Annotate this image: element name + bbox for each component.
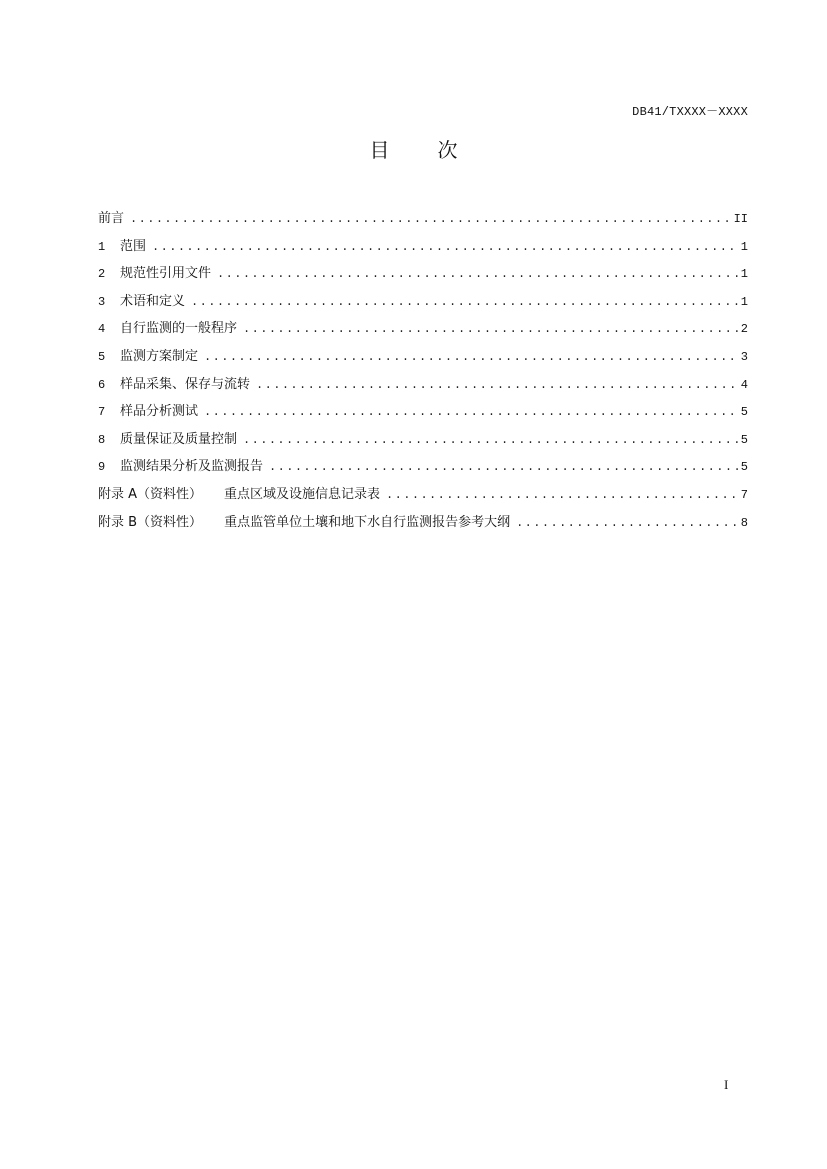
toc-entry-page: 4 <box>740 377 748 392</box>
dot-leader <box>191 295 739 309</box>
toc-entry-label: 规范性引用文件 <box>120 266 212 282</box>
toc-entry-6[interactable] <box>98 373 748 401</box>
page-title <box>0 134 827 163</box>
dot-leader <box>130 212 732 226</box>
page-number: I <box>724 1077 729 1092</box>
dot-leader <box>386 488 739 502</box>
toc-entry-page: 1 <box>740 239 748 254</box>
toc-entry-number: 2 <box>98 267 106 282</box>
toc-entry-page: 1 <box>740 267 748 282</box>
dot-leader <box>204 405 739 419</box>
toc-entry-page: 2 <box>740 322 748 337</box>
toc-entry-page: 5 <box>740 460 748 475</box>
toc-entry-1[interactable] <box>98 235 748 263</box>
toc-entry-page: 1 <box>740 294 748 309</box>
toc-entry-label: 术语和定义 <box>120 293 186 309</box>
appendix-title: 重点区域及设施信息记录表 <box>224 486 381 502</box>
toc-entry-label: 前言 <box>98 211 125 226</box>
toc-entry-page: 7 <box>740 487 748 502</box>
toc-entry-page: II <box>733 212 748 226</box>
toc-entry-9[interactable] <box>98 455 748 483</box>
toc-entry-label: 自行监测的一般程序 <box>120 321 238 337</box>
dot-leader <box>204 350 739 364</box>
toc-entry-label: 样品采集、保存与流转 <box>120 376 251 392</box>
title-char-1: 目 <box>369 138 390 162</box>
toc-entry-number: 8 <box>98 432 106 447</box>
toc-entry-label: 样品分析测试 <box>120 404 199 420</box>
toc-entry-label: 质量保证及质量控制 <box>120 431 238 447</box>
toc-entry-page: 5 <box>740 432 748 447</box>
appendix-prefix: 附录 A（资料性） <box>98 486 203 502</box>
dot-leader <box>516 516 739 530</box>
toc-entry-3[interactable] <box>98 290 748 318</box>
toc-entry-8[interactable] <box>98 428 748 456</box>
toc-entry-label: 监测结果分析及监测报告 <box>120 459 264 475</box>
toc-entry-number: 7 <box>98 405 106 420</box>
appendix-title: 重点监管单位土壤和地下水自行监测报告参考大纲 <box>224 514 511 530</box>
toc-entry-page: 8 <box>740 515 748 530</box>
dot-leader <box>243 322 739 336</box>
dot-leader <box>269 460 739 474</box>
toc-entry-number: 9 <box>98 460 106 475</box>
toc-entry-foreword[interactable] <box>98 207 748 235</box>
toc-entry-label: 监测方案制定 <box>120 348 199 364</box>
toc-entry-4[interactable] <box>98 317 748 345</box>
dot-leader <box>243 433 739 447</box>
dot-leader <box>152 240 739 254</box>
toc-entry-appendix-b[interactable] <box>98 511 748 539</box>
toc-entry-7[interactable] <box>98 400 748 428</box>
toc-entry-page: 3 <box>740 349 748 364</box>
toc-entry-label: 范围 <box>120 238 147 254</box>
toc-entry-page: 5 <box>740 405 748 420</box>
toc-entry-label <box>98 511 510 530</box>
toc-entry-appendix-a[interactable] <box>98 483 748 511</box>
toc-entry-number: 5 <box>98 349 106 364</box>
toc-entry-number: 6 <box>98 377 106 392</box>
toc-entry-number: 1 <box>98 239 106 254</box>
dot-leader <box>256 378 739 392</box>
dot-leader <box>217 267 739 281</box>
toc-entry-number: 4 <box>98 322 106 337</box>
toc-entry-number: 3 <box>98 294 106 309</box>
title-char-2: 次 <box>437 138 458 162</box>
toc-entry-2[interactable] <box>98 262 748 290</box>
document-code: DB41/TXXXX－XXXX <box>632 105 748 119</box>
table-of-contents <box>98 207 748 538</box>
toc-entry-5[interactable] <box>98 345 748 373</box>
toc-entry-label <box>98 483 380 502</box>
appendix-prefix: 附录 B（资料性） <box>98 514 203 530</box>
